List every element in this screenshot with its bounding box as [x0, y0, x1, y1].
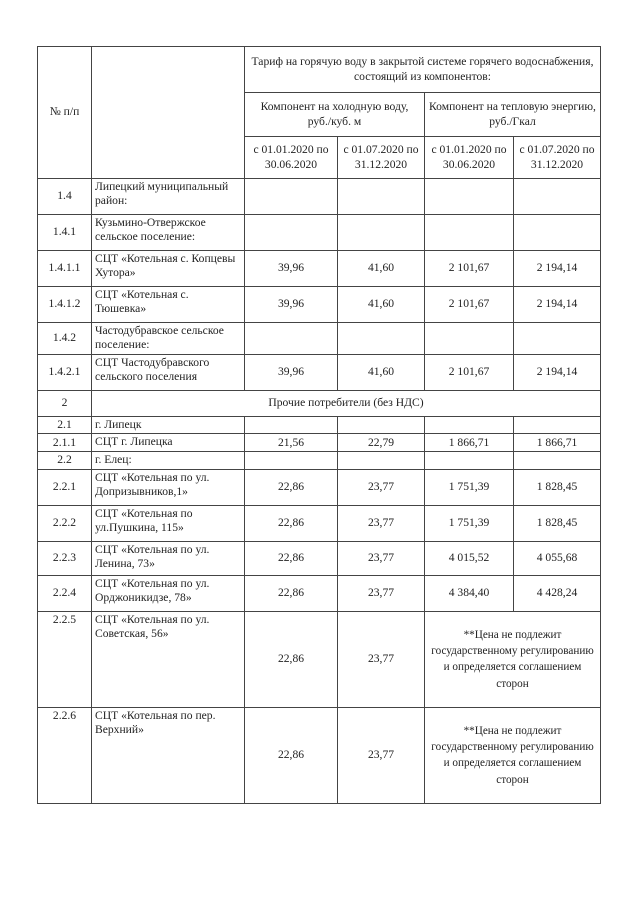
row-name: СЦТ «Котельная по ул.Пушкина, 115» [92, 505, 245, 541]
value-heat-2: 2 194,14 [514, 251, 601, 287]
value-cold-2 [338, 323, 425, 355]
header-row-1 [38, 47, 601, 93]
value-cold-2: 23,77 [338, 707, 425, 803]
row-number: 2.2.6 [38, 707, 92, 803]
value-cold-1 [245, 452, 338, 469]
section-title: Прочие потребители (без НДС) [92, 390, 601, 416]
value-heat-2 [514, 452, 601, 469]
value-cold-2: 23,77 [338, 575, 425, 611]
value-cold-1: 22,86 [245, 541, 338, 575]
value-cold-1 [245, 323, 338, 355]
row-name: СЦТ г. Липецка [92, 434, 245, 452]
table-row [38, 251, 601, 287]
value-cold-1: 22,86 [245, 575, 338, 611]
row-number: 2.1.1 [38, 434, 92, 452]
value-cold-2: 23,77 [338, 505, 425, 541]
value-cold-1 [245, 215, 338, 251]
value-heat-1 [425, 179, 514, 215]
table-row [38, 323, 601, 355]
row-name: СЦТ «Котельная по ул. Орджоникидзе, 78» [92, 575, 245, 611]
value-cold-2 [338, 215, 425, 251]
tariff-table-body [38, 47, 601, 804]
value-cold-1: 22,86 [245, 611, 338, 707]
row-name: Частодубравское сельское поселение: [92, 323, 245, 355]
row-number: 1.4.2.1 [38, 354, 92, 390]
table-row [38, 354, 601, 390]
row-name: СЦТ «Котельная по ул. Допризывников,1» [92, 469, 245, 505]
table-row [38, 416, 601, 433]
table-row [38, 611, 601, 707]
header-cold-water: Компонент на холодную воду, руб./куб. м [245, 93, 425, 137]
row-name: СЦТ «Котельная по ул. Ленина, 73» [92, 541, 245, 575]
row-number: 1.4.1 [38, 215, 92, 251]
value-heat-1: 2 101,67 [425, 354, 514, 390]
row-number: 1.4.1.1 [38, 251, 92, 287]
header-tariff-title: Тариф на горячую воду в закрытой системе горячего водоснабжения, состоящий из компонентов: [245, 47, 601, 93]
row-number: 2.2.5 [38, 611, 92, 707]
value-heat-1: 2 101,67 [425, 287, 514, 323]
table-row [38, 541, 601, 575]
row-name: г. Елец: [92, 452, 245, 469]
value-heat-2 [514, 179, 601, 215]
table-row [38, 179, 601, 215]
value-heat-2: 2 194,14 [514, 287, 601, 323]
value-cold-2: 22,79 [338, 434, 425, 452]
value-cold-2 [338, 452, 425, 469]
row-name: Липецкий муниципальный район: [92, 179, 245, 215]
value-heat-2: 1 866,71 [514, 434, 601, 452]
row-number: 2.2 [38, 452, 92, 469]
row-name: СЦТ «Котельная с. Копцевы Хутора» [92, 251, 245, 287]
header-period-1: с 01.01.2020 по 30.06.2020 [245, 137, 338, 179]
row-number: 1.4.1.2 [38, 287, 92, 323]
value-heat-2: 2 194,14 [514, 354, 601, 390]
value-heat-1 [425, 416, 514, 433]
header-period-3: с 01.01.2020 по 30.06.2020 [425, 137, 514, 179]
header-period-4: с 01.07.2020 по 31.12.2020 [514, 137, 601, 179]
table-row [38, 505, 601, 541]
value-cold-2: 41,60 [338, 287, 425, 323]
value-cold-2: 23,77 [338, 469, 425, 505]
value-heat-1: 2 101,67 [425, 251, 514, 287]
value-heat-2: 1 828,45 [514, 505, 601, 541]
value-cold-2 [338, 179, 425, 215]
row-number: 1.4 [38, 179, 92, 215]
row-number: 2.2.4 [38, 575, 92, 611]
value-heat-2: 1 828,45 [514, 469, 601, 505]
value-heat-2: 4 055,68 [514, 541, 601, 575]
value-heat-1: 4 015,52 [425, 541, 514, 575]
table-row [38, 287, 601, 323]
price-note: **Цена не подлежит государственному регулированию и определяется соглашением сторон [425, 611, 601, 707]
row-number: 2.1 [38, 416, 92, 433]
value-cold-1: 22,86 [245, 469, 338, 505]
value-heat-1: 4 384,40 [425, 575, 514, 611]
table-row [38, 215, 601, 251]
row-number: 1.4.2 [38, 323, 92, 355]
header-number: № п/п [38, 47, 92, 179]
row-number: 2 [38, 390, 92, 416]
value-cold-2: 41,60 [338, 354, 425, 390]
value-heat-1 [425, 452, 514, 469]
value-cold-2: 23,77 [338, 611, 425, 707]
price-note: **Цена не подлежит государственному регулированию и определяется соглашением сторон [425, 707, 601, 803]
value-heat-2 [514, 416, 601, 433]
table-row [38, 707, 601, 803]
value-cold-1: 39,96 [245, 354, 338, 390]
table-row [38, 575, 601, 611]
row-number: 2.2.2 [38, 505, 92, 541]
row-number: 2.2.3 [38, 541, 92, 575]
header-blank [92, 47, 245, 179]
value-heat-1: 1 751,39 [425, 505, 514, 541]
table-row [38, 390, 601, 416]
value-cold-2: 41,60 [338, 251, 425, 287]
value-cold-1: 39,96 [245, 287, 338, 323]
value-heat-2: 4 428,24 [514, 575, 601, 611]
value-heat-1: 1 751,39 [425, 469, 514, 505]
row-name: СЦТ «Котельная по ул. Советская, 56» [92, 611, 245, 707]
value-heat-2 [514, 323, 601, 355]
header-heat: Компонент на тепловую энергию, руб./Гкал [425, 93, 601, 137]
value-heat-1 [425, 323, 514, 355]
value-cold-1: 22,86 [245, 707, 338, 803]
value-cold-2: 23,77 [338, 541, 425, 575]
tariff-table [37, 46, 601, 804]
header-period-2: с 01.07.2020 по 31.12.2020 [338, 137, 425, 179]
table-row [38, 469, 601, 505]
value-cold-1: 22,86 [245, 505, 338, 541]
value-cold-1: 21,56 [245, 434, 338, 452]
row-name: СЦТ «Котельная с. Тюшевка» [92, 287, 245, 323]
row-name: г. Липецк [92, 416, 245, 433]
value-heat-2 [514, 215, 601, 251]
row-name: СЦТ Частодубравского сельского поселения [92, 354, 245, 390]
row-number: 2.2.1 [38, 469, 92, 505]
value-cold-1: 39,96 [245, 251, 338, 287]
value-heat-1: 1 866,71 [425, 434, 514, 452]
table-row [38, 434, 601, 452]
row-name: СЦТ «Котельная по пер. Верхний» [92, 707, 245, 803]
table-row [38, 452, 601, 469]
value-cold-1 [245, 416, 338, 433]
value-heat-1 [425, 215, 514, 251]
value-cold-1 [245, 179, 338, 215]
row-name: Кузьмино-Отвержское сельское поселение: [92, 215, 245, 251]
value-cold-2 [338, 416, 425, 433]
